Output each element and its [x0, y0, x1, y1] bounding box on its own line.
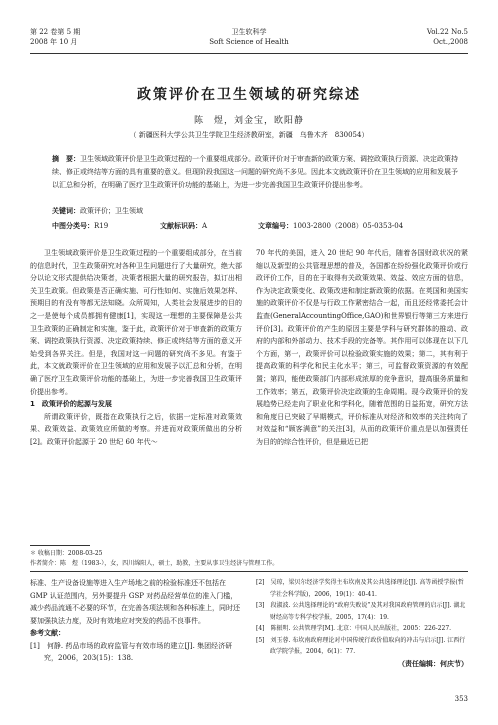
keywords: [52, 206, 143, 216]
abstract-text: 卫生领域政策评价是卫生政策过程的一个重要组成部分。政策评价对于审查新的政策方案、调控政策执行资源、决定政策持续、修正或终结等方面的具有重要的意义。但现阶段我国这一问题的研究尚不多见。因此本文就政策评价在卫生领域的应用和发展予以汇总和分析，在明确了医疗卫生政策评价功能的基础上，为进一步完善我国卫生政策评价提出参考。: [52, 155, 458, 189]
keywords-text: 政策评价；卫生领域: [80, 207, 143, 215]
abstract: [52, 152, 458, 192]
keywords-label: 关键词：: [52, 206, 80, 215]
journal-name-en: Soft Science of Health: [209, 38, 289, 46]
reference-item: [5] 刘玉蓉. 布坎南政府理论对中国传统行政价值取向的冲击与启示[J]. 江西行政学院学报，2004，6(1)：77.: [256, 636, 466, 655]
intro-paragraph: 卫生领域政策评价是卫生政策过程的一个重要组成部分，在当前的信息时代，卫生政策研究对各种卫生问题进行了大量研究，绝大部分以论文形式提供给决策者，决策者根据大量的研究报告，拟订出相关卫生政策。但政策是否正确实施、可行性如何、实施后效果怎样、预期目的有没有等都无法知晓。众所周知，人类社会发展进步的目的之一是使每个成员都拥有健康[1]，实现这一理想的主要保障是公共卫生政策的正确制定和实施，鉴于此，政策评价对于审查新的政策方案、调控政策执行资源、决定政策持续、修正或终结等方面的意义开始受到各界关注。但是，我国对这一问题的研究尚不多见。有鉴于此，本文就政策评价在卫生领域的应用和发展予以汇总和分析，在明确了医疗卫生政策评价功能的基础上，为进一步完善我国卫生政策评价提出参考。: [30, 249, 242, 396]
received-date: ＊ 收稿日期：2008-03-25: [30, 550, 103, 557]
footnote-divider: [30, 545, 90, 546]
journal-name-cn: 卫生软科学: [231, 28, 267, 36]
reference-item: [3] 段淑波. 公共选择理论的“政府失败说”及其对我国政府管理的启示[J]. 湖北财经高等专科学校学报，2005，17(4)：19.: [256, 602, 466, 621]
footnote: [30, 549, 278, 569]
article-id: [258, 221, 403, 231]
clc-value: R19: [94, 222, 109, 230]
article-id-value: 1003-2800（2008）05-0353-04: [293, 222, 404, 230]
reference-item: [4] 陈振明. 公共管理学[M]. 北京：中国人民出版社，2005：226-227.: [256, 625, 452, 632]
continuation-left: [30, 577, 242, 665]
page-number: 353: [454, 695, 468, 703]
header-divider: [30, 53, 468, 54]
publication-date: 2008 年 10 月: [30, 38, 78, 46]
references-heading: 参考文献：: [30, 629, 65, 637]
volume-issue-en: Vol.22 No.5: [426, 28, 468, 36]
section-1-paragraph: 所谓政策评价，既指在政策执行之后，依据一定标准对政策效果、政策效益、政策效应所做的考察。并进而对政策所做出的分析[2]。政策评价起源于 20 世纪 60 年代～: [30, 412, 242, 446]
clc-label: 中图分类号：: [52, 221, 94, 230]
section-1-continued: 70 年代的美国，进入 20 世纪 90 年代后，随着各国财政状况的紧缩以及新型的公共管理思想的普及，各国都在纷纷强化政策评价或行政评价工作，目的在于取得有关政策效果、效益、效应方面的信息，作为决定政策变化、政策改进和制定新政策的依据。在英国和美国实施的政策评价不仅是与行政工作紧密结合一起，而且还经常委托会计监查(GeneralAccountingOffice,GAO)和世界银行等第三方来进行评价[3]。政策评价的产生的原因主要是学科与研究群体的推动、政府的内部和外部动力、技术手段的完备等。其作用可以体现在以下几个方面，第一，政策评价可以检验政策实施的效果；第二，其有利于提高政策的科学化和民主化水平；第三，可监督政策资源的有效配置；第四，能使政策部门内部形成浓厚的竞争意识，提高服务质量和工作效率；第五，政策评价决定政策的生命周期。现今政策评价的发展趋势已经走向了职业化和学科化，随着范围的日益拓宽，研究方法和角度日已突破了早期模式，评价标准从对经济和效率的关注转向了对效益和“顾客满意”的关注[3]，从而的政策评价重点是以加强责任为目的的综合性评价，但是最近已把: [256, 249, 468, 446]
running-header: [30, 27, 468, 51]
section-1-heading: 1 政策评价的起源与发展: [30, 400, 112, 409]
author-bio: 作者简介：陈 煜（1983-），女，四川绵阳人，硕士，助教，主要从事卫生经济与管理工作。: [30, 560, 279, 567]
abstract-label: 摘 要：: [52, 154, 80, 163]
author-affiliation: （ 新疆医科大学公共卫生学院卫生经济教研室，新疆 乌鲁木齐 830054）: [129, 131, 369, 139]
article-title: 政策评价在卫生领域的研究综述: [137, 87, 361, 103]
references-list-right: [256, 577, 468, 658]
doc-code-value: A: [202, 222, 208, 230]
reference-item: [1] 何静. 药品市场的政府监管与有效市场的建立[J]. 集团经济研究，2006，203(15)：138.: [30, 641, 233, 662]
publication-date-en: Oct.,2008: [433, 38, 468, 46]
document-code: [160, 221, 207, 231]
body-right-column: [256, 247, 468, 449]
references-list-left: [30, 640, 242, 665]
article-authors: 陈 煜，刘金宝，欧阳静: [193, 116, 304, 126]
header-right: [427, 27, 468, 47]
doc-code-label: 文献标识码：: [160, 221, 202, 230]
continuation-paragraph: 标准、生产设备设施等进入生产场地之前的检验标准还不包括在 GMP 认证范围内，另外要提升 GSP 对药品经营单位的准入门槛，减少药品流通不必要的环节，在完善各项法规和各种标准上，同时还要加强执法力度，及时有效地应对突发的药品不良事件。: [30, 579, 240, 625]
continuation-divider: [30, 571, 468, 572]
responsible-editor: （责任编辑：何庆节）: [398, 658, 468, 668]
clc-number: [52, 221, 108, 231]
article-id-label: 文章编号：: [258, 221, 293, 230]
volume-issue: 第 22 卷第 5 期: [30, 28, 81, 36]
continuation-right: [256, 577, 468, 669]
body-left-column: [30, 247, 242, 449]
reference-item: [2] 吴琼，梁贝尔经济学奖得主布坎南及其公共选择理论[J]. 高等函授学报(哲学社会科学版)，2006，19(1)：40-41.: [256, 579, 464, 598]
header-center: [30, 27, 468, 47]
